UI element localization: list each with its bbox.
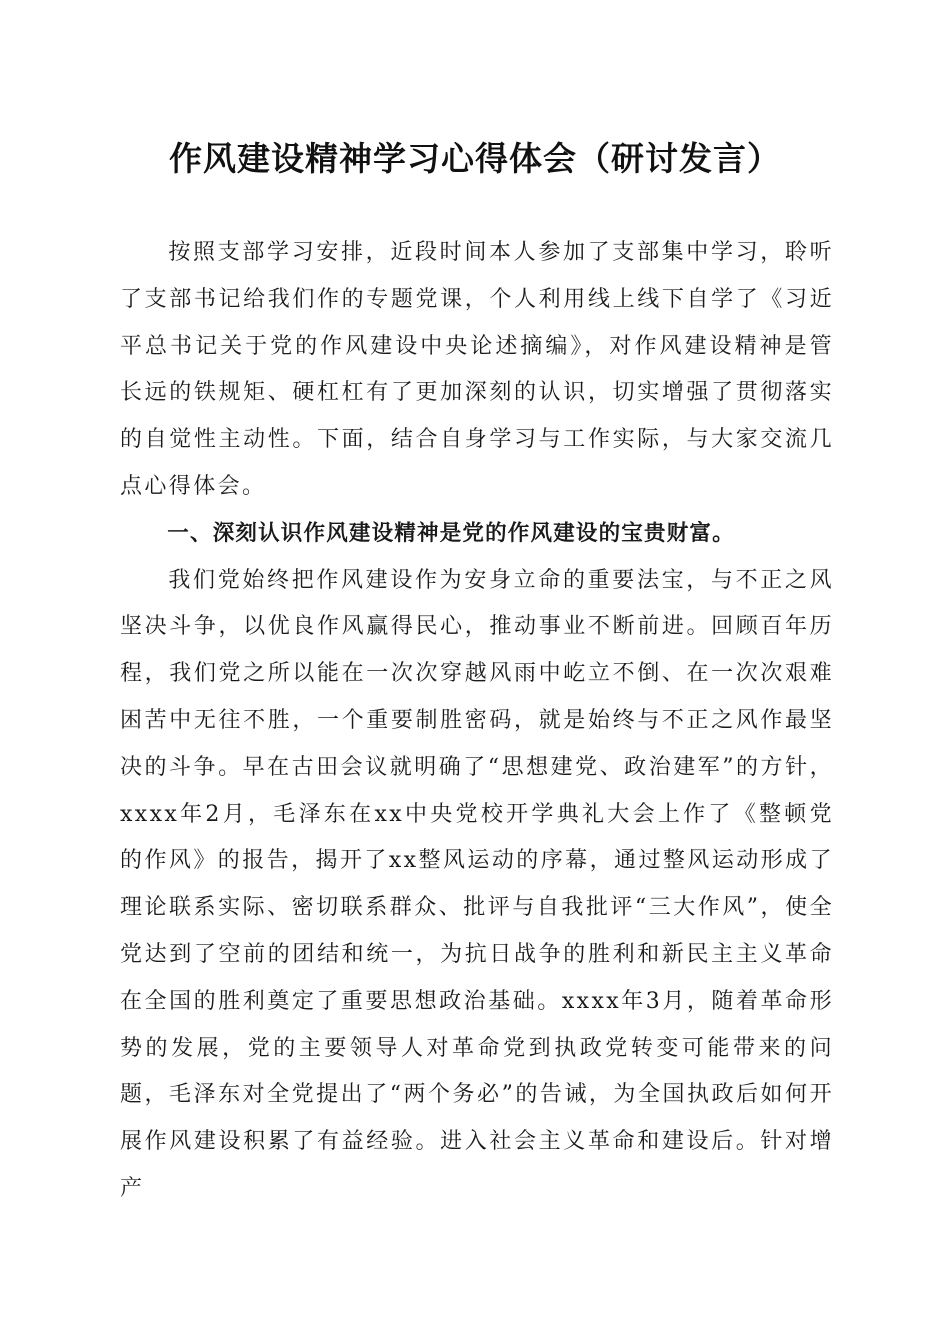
document-title: 作风建设精神学习心得体会（研讨发言） (169, 139, 781, 178)
document-body (120, 230, 834, 1213)
intro-paragraph: 按照支部学习安排，近段时间本人参加了支部集中学习，聆听了支部书记给我们作的专题党课，个人利用线上线下自学了《习近平总书记关于党的作风建设中央论述摘编》，对作风建设精神是管长远的铁规矩、硬杠杠有了更加深刻的认识，切实增强了贯彻落实的自觉性主动性。下面，结合自身学习与工作实际，与大家交流几点心得体会。 (120, 240, 834, 499)
section-heading: 一、深刻认识作风建设精神是党的作风建设的宝贵财富。 (167, 520, 735, 546)
body-paragraph: 我们党始终把作风建设作为安身立命的重要法宝，与不正之风坚决斗争，以优良作风赢得民心，推动事业不断前进。回顾百年历程，我们党之所以能在一次次穿越风雨中屹立不倒、在一次次艰难困苦中无往不胜，一个重要制胜密码，就是始终与不正之风作最坚决的斗争。早在古田会议就明确了“思想建党、政治建军”的方针，xxxx年2月，毛泽东在xx中央党校开学典礼大会上作了《整顿党的作风》的报告，揭开了xx整风运动的序幕，通过整风运动形成了理论联系实际、密切联系群众、批评与自我批评“三大作风”，使全党达到了空前的团结和统一，为抗日战争的胜利和新民主主义革命在全国的胜利奠定了重要思想政治基础。xxxx年3月，随着革命形势的发展，党的主要领导人对革命党到执政党转变可能带来的问题，毛泽东对全党提出了“两个务必”的告诫，为全国执政后如何开展作风建设积累了有益经验。进入社会主义革命和建设后。针对增产 (120, 567, 834, 1201)
